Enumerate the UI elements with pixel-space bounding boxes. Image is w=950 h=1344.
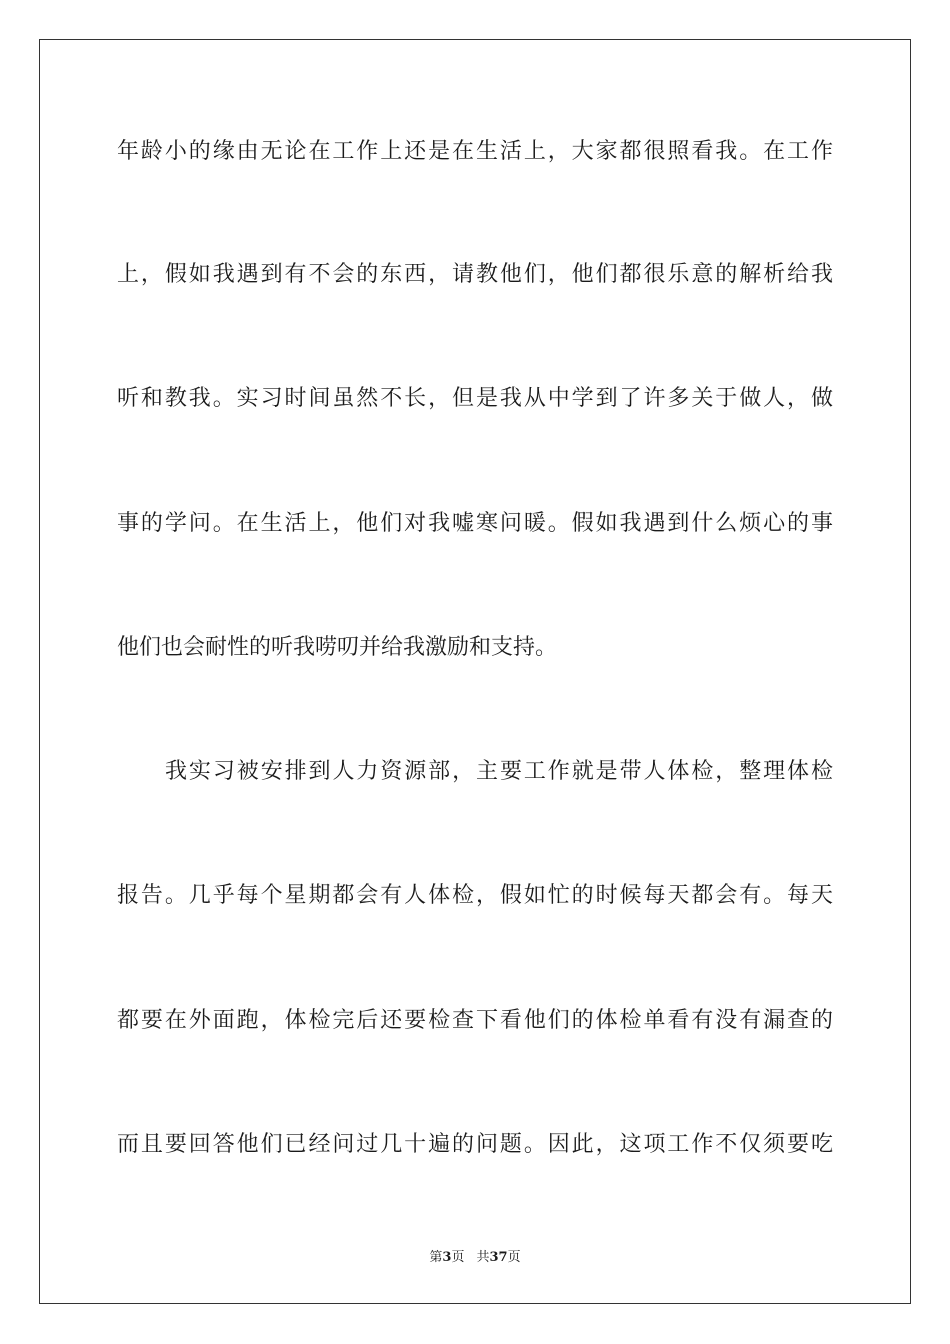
total-suffix: 页 (507, 1250, 521, 1265)
text-line: 年龄小的缘由无论在工作上还是在生活上，大家都很照看我。在工作 (117, 139, 833, 164)
text-line: 而且要回答他们已经问过几十遍的问题。因此，这项工作不仅须要吃 (117, 1132, 833, 1157)
text-line: 报告。几乎每个星期都会有人体检，假如忙的时候每天都会有。每天 (117, 883, 833, 908)
text-line: 上，假如我遇到有不会的东西，请教他们，他们都很乐意的解析给我 (117, 262, 833, 287)
page-prefix: 第 (429, 1250, 443, 1265)
text-line: 他们也会耐性的听我唠叨并给我激励和支持。 (117, 635, 558, 660)
text-line: 听和教我。实习时间虽然不长，但是我从中学到了许多关于做人，做 (117, 386, 833, 411)
total-prefix: 共 (476, 1250, 490, 1265)
text-line-indented: 我实习被安排到人力资源部，主要工作就是带人体检，整理体检 (165, 759, 833, 784)
page-footer (0, 1249, 950, 1267)
text-line: 都要在外面跑，体检完后还要检查下看他们的体检单看有没有漏查的 (117, 1008, 833, 1033)
total-pages: 37 (489, 1250, 508, 1265)
page-number: 3 (442, 1250, 452, 1265)
page-suffix: 页 (451, 1250, 465, 1265)
page-frame (39, 39, 911, 1304)
text-line: 事的学问。在生活上，他们对我嘘寒问暖。假如我遇到什么烦心的事 (117, 511, 833, 536)
